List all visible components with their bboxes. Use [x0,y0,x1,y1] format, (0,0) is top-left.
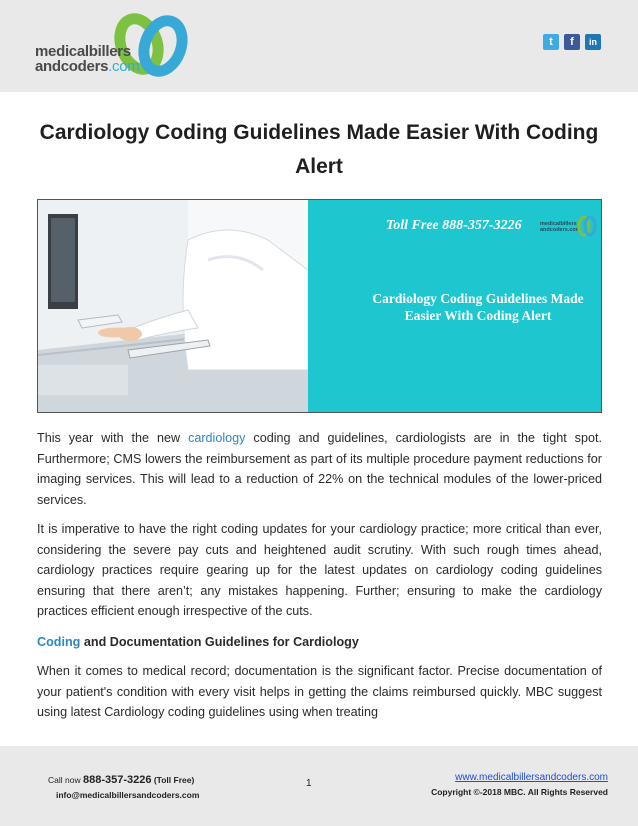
logo-line2-main: andcoders [35,58,109,75]
paragraph-intro [37,428,602,510]
footer-copyright: Copyright ©-2018 MBC. All Rights Reserved [431,787,608,797]
coding-link[interactable]: Coding [37,635,81,649]
section-subheading [37,632,602,653]
footer-site [431,770,608,800]
footer-phone[interactable]: 888-357-3226 [82,774,152,786]
paragraph-intro-before: This year with the new [37,431,189,445]
twitter-icon[interactable]: t [543,34,559,50]
logo-line1: medicalbillers [35,43,131,60]
footer-call-prefix: Call now [48,775,83,785]
paragraph-importance: It is imperative to have the right coding updates for your cardiology practice; more critical than ever, considering the severe pay cuts and heightened audit scrutiny. With such rough times ahead, cardiology practices require gearing up for the latest updates on cardiology coding guidelines ensuring that there aren’t; any mistakes happening. Further; ensuring to make the cardiology practices efficient enough irrespective of the cuts. [37,522,602,618]
section-subheading-rest: and Documentation Guidelines for Cardiology [80,635,359,649]
paragraph-documentation: When it comes to medical record; documentation is the significant factor. Precise documentation of your patient's condition with every visit helps in getting the claims reimbursed quickly. MBC suggest using latest Cardiology coding guidelines using when treating [37,664,602,719]
cardiology-link[interactable]: cardiology [188,431,246,445]
paragraph-intro-after: coding and guidelines, cardiologists are in the tight spot. Furthermore; CMS lowers the reimbursement as part of its multiple procedure payment reductions for imaging services. This will lead to a reduction of 22% on the technical modules of the lower-priced services. [37,431,602,507]
page-number: 1 [306,778,312,789]
logo-line2-suffix: .com [108,58,140,75]
hero-logo-mark-icon [576,214,598,238]
footer-email[interactable]: info@medicalbillersandcoders.com [56,790,200,800]
doctor-typing-photo [38,200,308,412]
hero-mini-logo-line1: medicalbillers [540,221,577,227]
footer-website-link[interactable]: www.medicalbillersandcoders.com [455,772,608,783]
doctor-illustration [38,200,308,412]
logo-line2 [35,59,139,74]
promo-panel [308,200,601,412]
linkedin-icon[interactable]: in [585,34,601,50]
footer-call-suffix: (Toll Free) [151,775,195,785]
hero-banner [37,199,602,413]
hero-heading: Cardiology Coding Guidelines Made Easier With Coding Alert [372,291,584,323]
hero-mini-logo [540,212,598,240]
toll-free-number: Toll Free 888-357-3226 [386,218,522,233]
logo-wordmark [35,44,139,74]
footer-contact [48,773,199,803]
hero-mini-logo-line2: andcoders.com [540,227,581,233]
facebook-icon[interactable]: f [564,34,580,50]
document-title: Cardiology Coding Guidelines Made Easier With Coding Alert [39,121,599,178]
company-logo[interactable] [35,12,195,84]
hero-mini-logo-text [540,221,581,233]
footer-phone-line [48,773,199,788]
